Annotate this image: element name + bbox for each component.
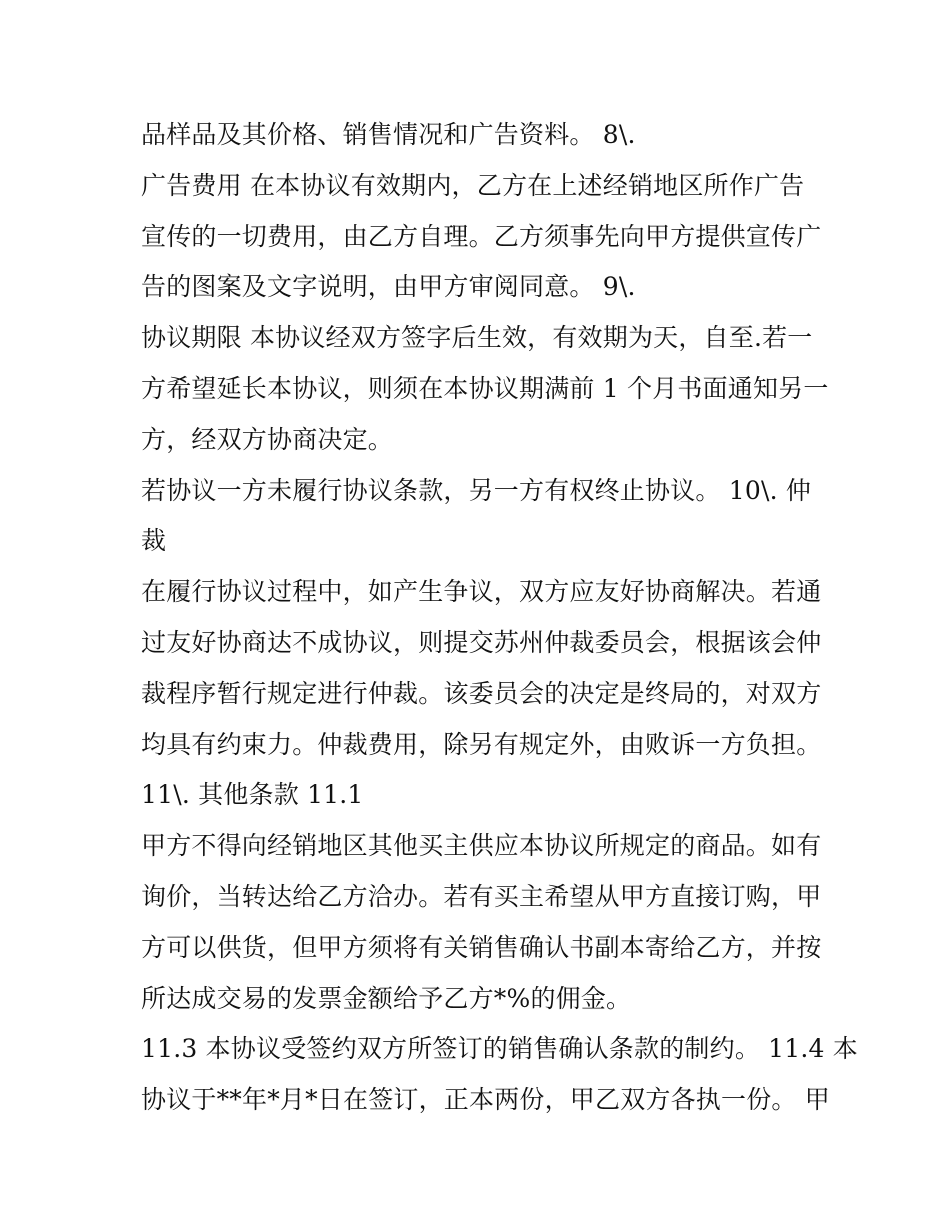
text-line: 均具有约束力。仲裁费用，除另有规定外，由败诉一方负担。 [141, 729, 822, 759]
text-line: 裁程序暂行规定进行仲裁。该委员会的决定是终局的，对双方 [141, 678, 822, 708]
text-line: 甲方不得向经销地区其他买主供应本协议所规定的商品。如有 [141, 831, 822, 861]
text-line: 协议期限 本协议经双方签字后生效，有效期为天，自至.若一 [141, 323, 813, 353]
text-line: 在履行协议过程中，如产生争议，双方应友好协商解决。若通 [141, 577, 822, 607]
text-line: 若协议一方未履行协议条款，另一方有权终止协议。 10\. 仲 [141, 475, 812, 505]
text-line: 告的图案及文字说明，由甲方审阅同意。 9\. [141, 272, 636, 302]
text-line: 方希望延长本协议，则须在本协议期满前 1 个月书面通知另一 [141, 373, 829, 403]
text-line: 所达成交易的发票金额给予乙方*%的佣金。 [141, 983, 632, 1013]
text-line: 11\. 其他条款 11.1 [141, 780, 364, 810]
text-line: 方可以供货，但甲方须将有关销售确认书副本寄给乙方，并按 [141, 932, 822, 962]
text-line: 裁 [141, 526, 167, 556]
text-line: 11.3 本协议受签约双方所签订的销售确认条款的制约。 11.4 本 [141, 1034, 858, 1064]
text-line: 方，经双方协商决定。 [141, 424, 394, 454]
text-line: 品样品及其价格、销售情况和广告资料。 8\. [141, 120, 636, 149]
text-line: 询价，当转达给乙方洽办。若有买主希望从甲方直接订购，甲 [141, 881, 822, 911]
document-body [141, 110, 858, 1126]
text-line: 宣传的一切费用，由乙方自理。乙方须事先向甲方提供宣传广 [141, 221, 822, 251]
text-line: 广告费用 在本协议有效期内，乙方在上述经销地区所作广告 [141, 170, 805, 200]
text-line: 过友好协商达不成协议，则提交苏州仲裁委员会，根据该会仲 [141, 627, 822, 657]
text-line: 协议于**年*月*日在签订，正本两份，甲乙双方各执一份。 甲 [141, 1085, 830, 1115]
